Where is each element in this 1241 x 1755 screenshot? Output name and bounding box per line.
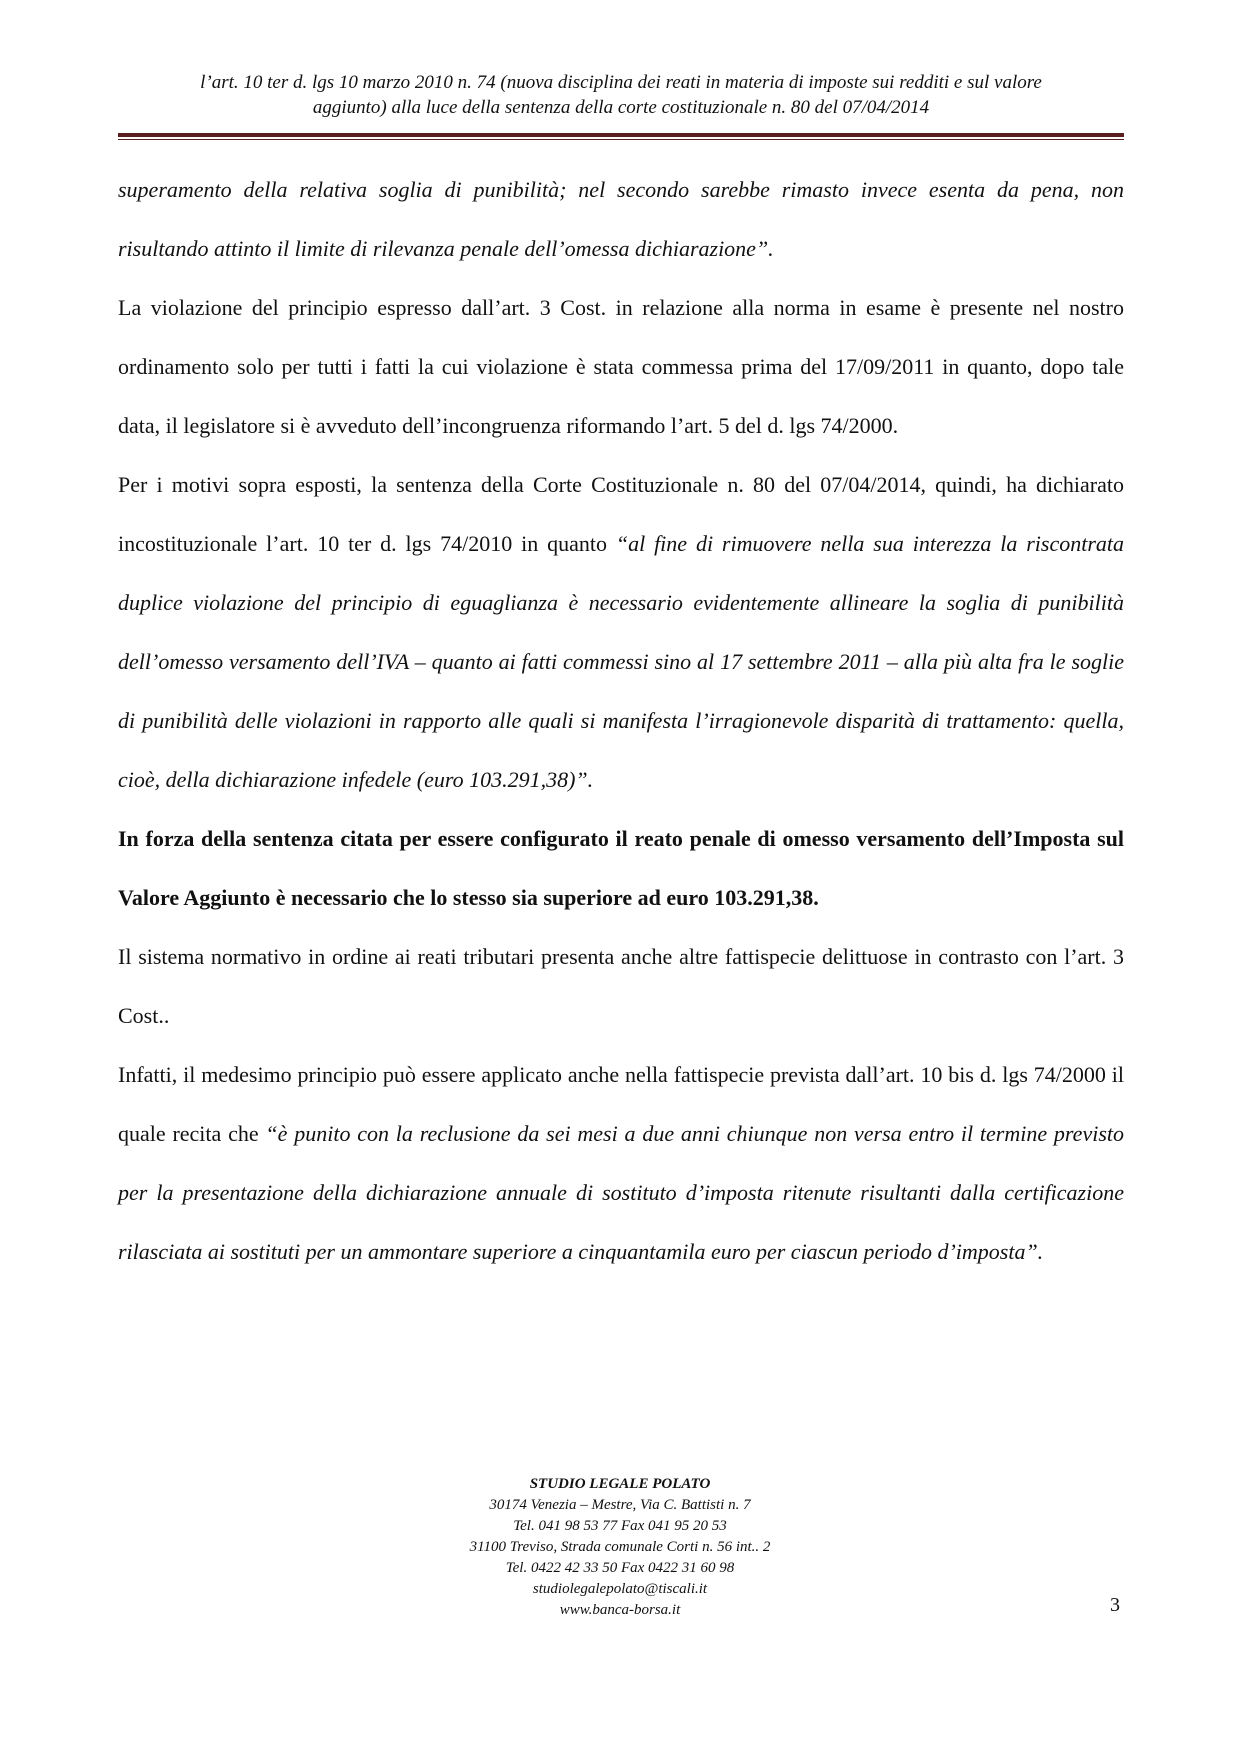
footer-website[interactable]: www.banca-borsa.it bbox=[559, 1602, 681, 1618]
footer-studio-name: STUDIO LEGALE POLATO bbox=[529, 1476, 711, 1492]
paragraph-art-10-bis-lead: Infatti, il medesimo principio può essere applicato anche nella fattispecie prevista dall’art. 10 bis d. lgs 74/2000 il quale recita che bbox=[118, 1062, 1124, 1146]
paragraph-sentence-quote: “al fine di rimuovere nella sua interezza la riscontrata duplice violazione del principio di eguaglianza è necessario evidentemente allineare la soglia di punibilità dell’omesso versamento dell’IVA – quanto ai fatti commessi sino al 17 settembre 2011 – alla più alta fra le soglie di punibilità delle violazioni in rapporto alle quali si manifesta l’irragionevole disparità di trattamento: quella, cioè, della dichiarazione infedele (euro 103.291,38)”. bbox=[118, 531, 1125, 792]
paragraph-sentence bbox=[118, 455, 1124, 809]
paragraph-quote-end: superamento della relativa soglia di punibilità; nel secondo sarebbe rimasto invece esenta da pena, non risultando attinto il limite di rilevanza penale dell’omessa dichiarazione”. bbox=[118, 177, 1124, 261]
header-rule-thin bbox=[118, 139, 1124, 140]
document-body bbox=[118, 160, 1124, 1281]
header-line-1: l’art. 10 ter d. lgs 10 marzo 2010 n. 74 (nuova disciplina dei reati in materia di imposte sui redditi e sul valore bbox=[200, 72, 1042, 93]
header-line-2: aggiunto) alla luce della sentenza della corte costituzionale n. 80 del 07/04/2014 bbox=[312, 97, 930, 118]
footer-phone-treviso: Tel. 0422 42 33 50 Fax 0422 31 60 98 bbox=[505, 1560, 735, 1576]
paragraph-art-10-bis-quote: “è punito con la reclusione da sei mesi a due anni chiunque non versa entro il termine previsto per la presentazione della dichiarazione annuale di sostituto d’imposta ritenute risultanti dalla certificazione rilasciata ai sostituti per un ammontare superiore a cinquantamila euro per ciascun periodo d’imposta”. bbox=[118, 1121, 1124, 1264]
paragraph-violation: La violazione del principio espresso dall’art. 3 Cost. in relazione alla norma in esame è presente nel nostro ordinamento solo per tutti i fatti la cui violazione è stata commessa prima del 17/09/2011 in quanto, dopo tale data, il legislatore si è avveduto dell’incongruenza riformando l’art. 5 del d. lgs 74/2000. bbox=[118, 295, 1124, 438]
running-header bbox=[118, 70, 1124, 120]
footer-email[interactable]: studiolegalepolato@tiscali.it bbox=[532, 1581, 708, 1597]
footer-address-treviso: 31100 Treviso, Strada comunale Corti n. 56 int.. 2 bbox=[469, 1539, 771, 1555]
header-rule-thick bbox=[118, 133, 1124, 137]
paragraph-art-10-bis bbox=[118, 1045, 1124, 1281]
footer-phone-venezia: Tel. 041 98 53 77 Fax 041 95 20 53 bbox=[513, 1518, 727, 1534]
paragraph-sentence-lead: Per i motivi sopra esposti, la sentenza della Corte Costituzionale n. 80 del 07/04/2014, quindi, ha dichiarato incostituzionale l’art. 10 ter d. lgs 74/2010 in quanto bbox=[118, 472, 1124, 556]
footer-address-venezia: 30174 Venezia – Mestre, Via C. Battisti n. 7 bbox=[489, 1497, 751, 1513]
letterhead-footer bbox=[370, 1474, 870, 1621]
page-number: 3 bbox=[1110, 1594, 1120, 1616]
paragraph-conclusion: In forza della sentenza citata per essere configurato il reato penale di omesso versamento dell’Imposta sul Valore Aggiunto è necessario che lo stesso sia superiore ad euro 103.291,38. bbox=[118, 826, 1124, 910]
paragraph-system: Il sistema normativo in ordine ai reati tributari presenta anche altre fattispecie delittuose in contrasto con l’art. 3 Cost.. bbox=[118, 944, 1124, 1028]
